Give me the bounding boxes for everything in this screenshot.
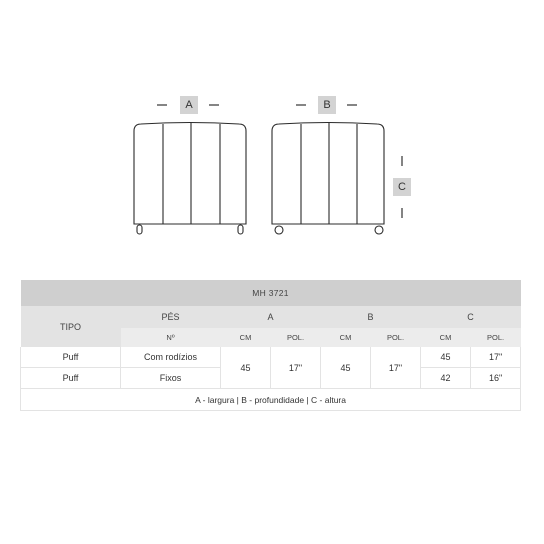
model-code: MH 3721 [21, 280, 521, 306]
fixed-foot-left [137, 225, 142, 234]
dimensions-table [20, 280, 521, 411]
subheader-pes-number: Nº [121, 328, 221, 347]
header-c: C [421, 306, 521, 328]
subheader-c-cm: CM [421, 328, 471, 347]
dim-label-b: B [318, 96, 336, 114]
subheader-b-cm: CM [321, 328, 371, 347]
row-pes: Fixos [121, 368, 221, 389]
row-c-cm: 42 [421, 368, 471, 389]
dimension-legend: A - largura | B - profundidade | C - altura [21, 389, 521, 411]
header-pes: PÉS [121, 306, 221, 328]
caster-right [375, 226, 383, 234]
row-pes: Com rodízios [121, 347, 221, 368]
header-b: B [321, 306, 421, 328]
row-b-pol: 17" [371, 347, 421, 389]
caster-left [275, 226, 283, 234]
row-c-cm: 45 [421, 347, 471, 368]
table-legend-row [21, 389, 521, 411]
product-diagram [0, 0, 544, 260]
table-row [21, 347, 521, 368]
row-a-cm: 45 [221, 347, 271, 389]
row-a-pol: 17" [271, 347, 321, 389]
header-tipo: TIPO [21, 306, 121, 347]
puff-drawings [0, 0, 544, 260]
puff-front-view [134, 123, 246, 235]
subheader-a-pol: POL. [271, 328, 321, 347]
puff-side-view [272, 123, 384, 235]
subheader-b-pol: POL. [371, 328, 421, 347]
dim-label-c: C [393, 178, 411, 196]
row-b-cm: 45 [321, 347, 371, 389]
dim-label-a: A [180, 96, 198, 114]
table-title-row [21, 280, 521, 306]
row-tipo: Puff [21, 368, 121, 389]
table-header-row [21, 306, 521, 328]
row-c-pol: 17" [471, 347, 521, 368]
header-a: A [221, 306, 321, 328]
row-tipo: Puff [21, 347, 121, 368]
subheader-a-cm: CM [221, 328, 271, 347]
subheader-c-pol: POL. [471, 328, 521, 347]
row-c-pol: 16" [471, 368, 521, 389]
fixed-foot-right [238, 225, 243, 234]
